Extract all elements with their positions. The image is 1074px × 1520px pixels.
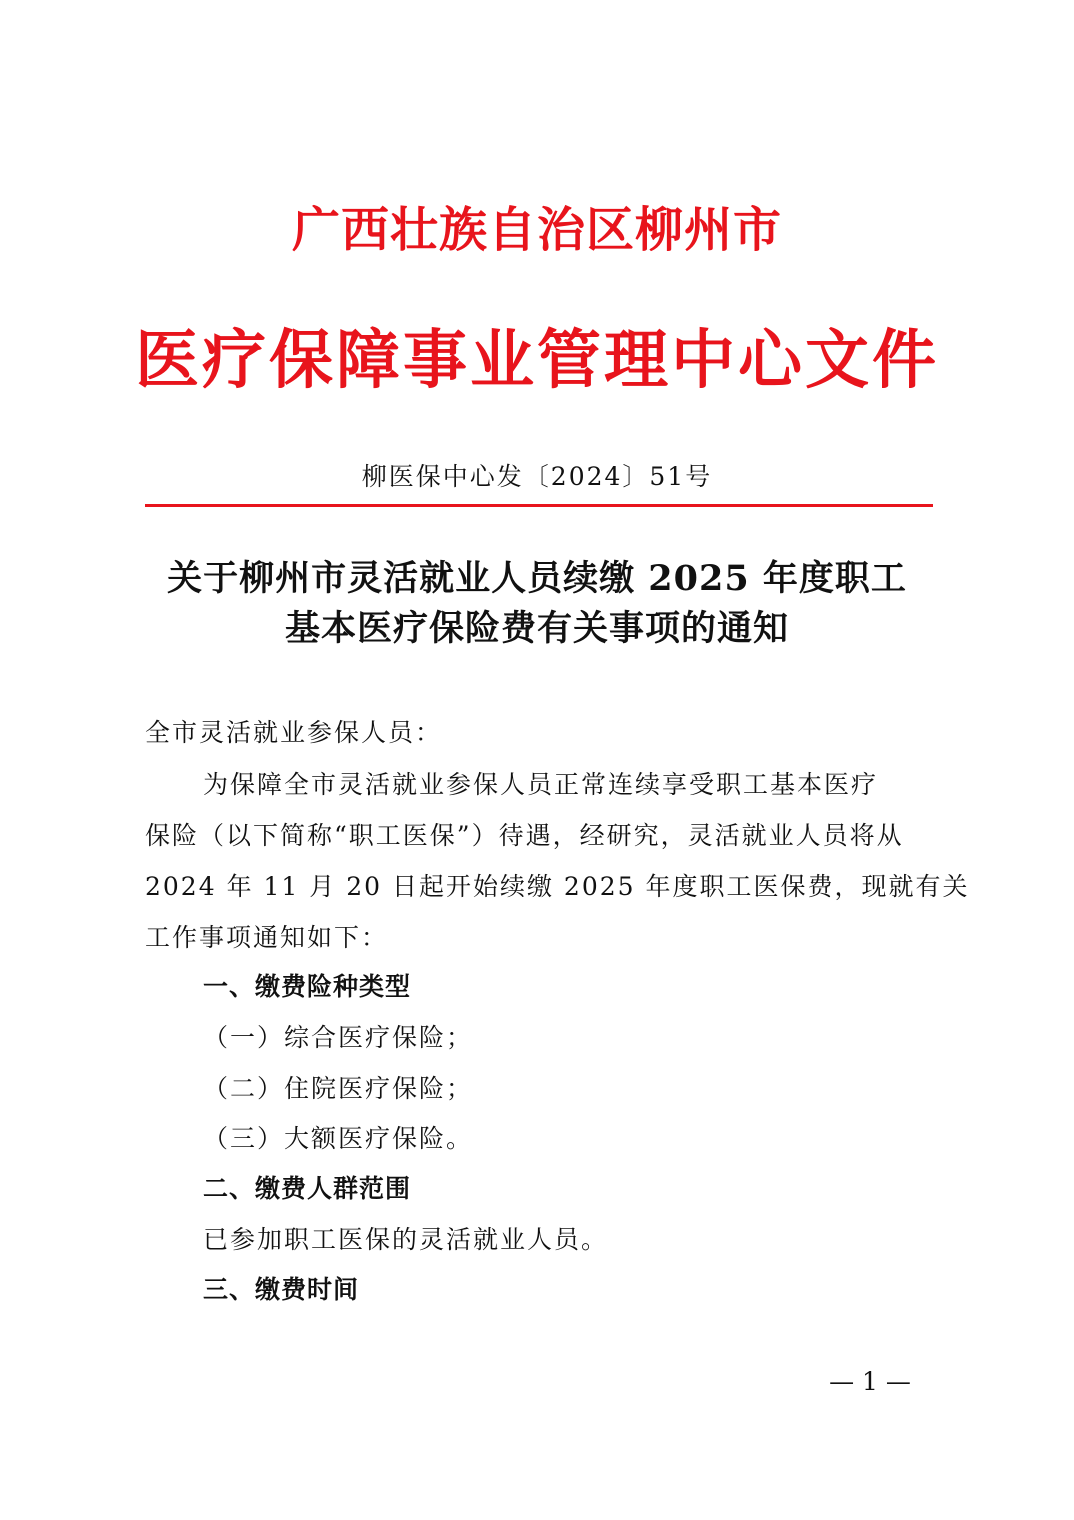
salutation: 全市灵活就业参保人员： <box>145 718 443 747</box>
paragraph-line: 为保障全市灵活就业参保人员正常连续享受职工基本医疗 <box>203 770 879 799</box>
paragraph-line: 保险（以下简称“职工医保”）待遇，经研究，灵活就业人员将从 <box>145 821 904 850</box>
notice-title-line-1: 关于柳州市灵活就业人员续缴 2025 年度职工 <box>167 558 907 599</box>
page-number: — 1 — <box>829 1367 911 1396</box>
section-heading-2: 二、缴费人群范围 <box>203 1174 412 1203</box>
issuer-name: 广西壮族自治区柳州市 <box>291 202 782 258</box>
list-item: （二）住院医疗保险； <box>203 1074 474 1103</box>
document-number: 柳医保中心发〔2024〕51号 <box>361 462 713 491</box>
section-heading-3: 三、缴费时间 <box>203 1275 360 1304</box>
list-item: （三）大额医疗保险。 <box>203 1124 474 1153</box>
list-item: （一）综合医疗保险； <box>203 1023 474 1052</box>
section-heading-1: 一、缴费险种类型 <box>203 972 412 1001</box>
paragraph-line: 工作事项通知如下： <box>145 923 389 952</box>
issuer-document-title: 医疗保障事业管理中心文件 <box>135 323 939 398</box>
notice-title <box>130 554 944 654</box>
red-divider-line <box>145 504 933 507</box>
section-text: 已参加职工医保的灵活就业人员。 <box>203 1225 609 1254</box>
paragraph-line: 2024 年 11 月 20 日起开始续缴 2025 年度职工医保费，现就有关 <box>145 872 970 901</box>
notice-title-line-2: 基本医疗保险费有关事项的通知 <box>284 608 789 649</box>
